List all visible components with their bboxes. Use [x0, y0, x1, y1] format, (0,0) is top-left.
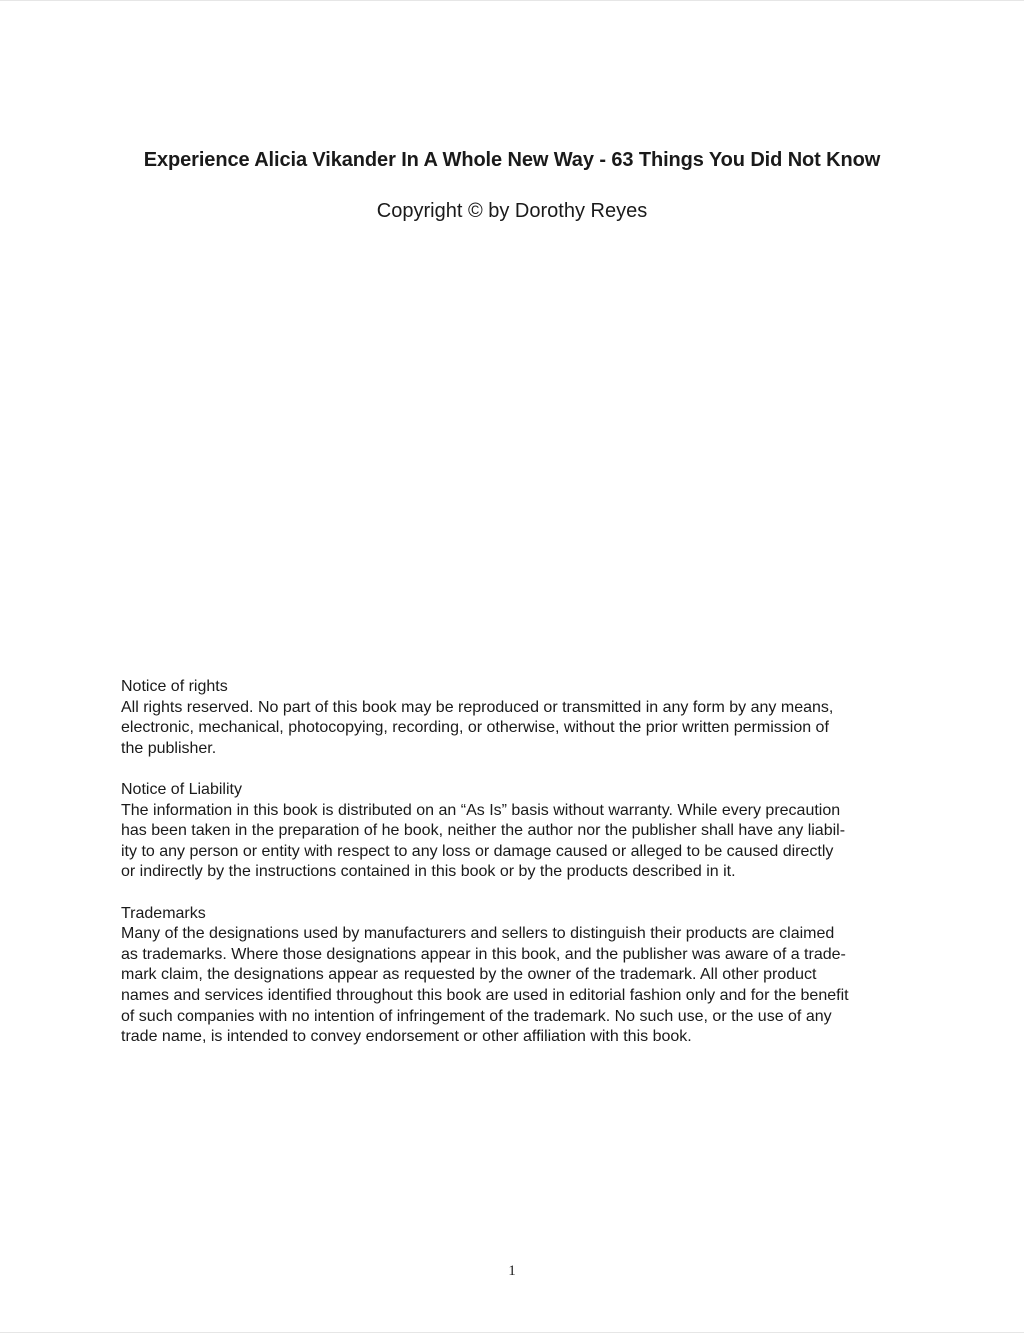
notice-line: All rights reserved. No part of this book may be reproduced or transmitted in any form by any means, [121, 698, 834, 716]
notice-heading: Notice of Liability [121, 780, 242, 798]
notice-body [121, 801, 911, 883]
copyright-line: Copyright © by Dorothy Reyes [376, 200, 648, 222]
notice-line: or indirectly by the instructions contained in this book or by the products described in it. [121, 863, 736, 881]
notice-line: trade name, is intended to convey endorsement or other affiliation with this book. [121, 1028, 692, 1046]
notice-rights [121, 677, 911, 759]
notice-line: Many of the designations used by manufacturers and sellers to distinguish their products are claimed [121, 925, 835, 943]
book-title: Experience Alicia Vikander In A Whole New Way - 63 Things You Did Not Know [143, 149, 881, 171]
notice-line: mark claim, the designations appear as requested by the owner of the trademark. All other product [121, 966, 817, 984]
notice-line: of such companies with no intention of infringement of the trademark. No such use, or the use of any [121, 1007, 832, 1025]
notice-line: has been taken in the preparation of he book, neither the author nor the publisher shall have any liabil- [121, 822, 846, 840]
notice-line: names and services identified throughout this book are used in editorial fashion only and for the benefit [121, 986, 849, 1004]
notice-trademarks [121, 904, 911, 1048]
notice-liability [121, 780, 911, 883]
page-number: 1 [508, 1263, 516, 1279]
legal-notices [121, 677, 911, 1068]
notice-heading: Notice of rights [121, 678, 228, 695]
notice-heading: Trademarks [121, 904, 206, 922]
notice-line: The information in this book is distributed on an “As Is” basis without warranty. While every precaution [121, 801, 841, 819]
notice-body [121, 698, 911, 760]
notice-line: ity to any person or entity with respect to any loss or damage caused or alleged to be caused directly [121, 842, 834, 860]
notice-line: as trademarks. Where those designations appear in this book, and the publisher was aware of a trade- [121, 945, 846, 963]
notice-line: the publisher. [121, 739, 217, 757]
notice-body [121, 924, 911, 1048]
notice-line: electronic, mechanical, photocopying, recording, or otherwise, without the prior written permission of [121, 719, 829, 737]
